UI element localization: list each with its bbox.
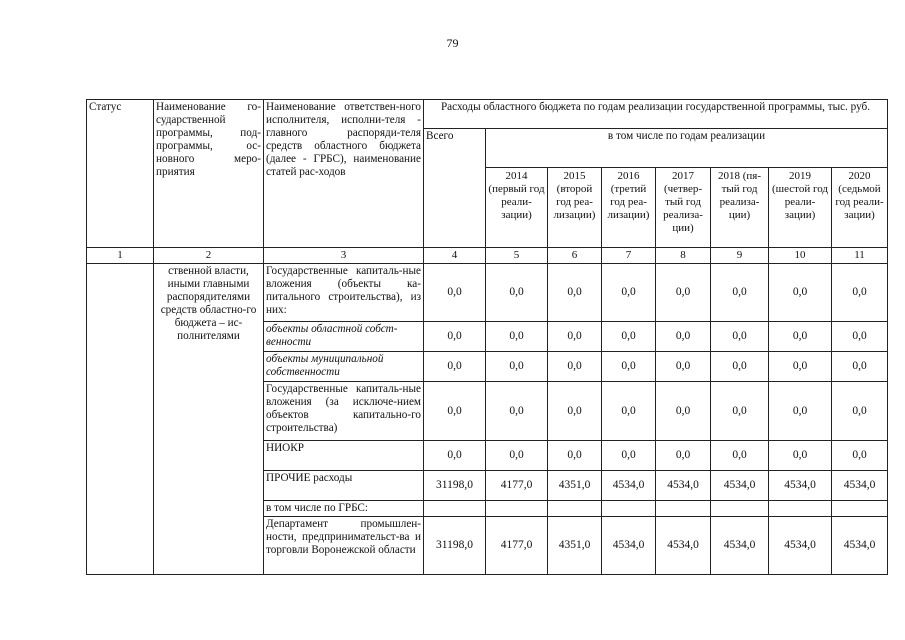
- row-value: 4534,0: [602, 471, 656, 501]
- header-status: Статус: [87, 100, 154, 248]
- row-value: 0,0: [711, 322, 769, 352]
- row-label: ПРОЧИЕ расходы: [264, 471, 424, 501]
- row-value: 0,0: [832, 322, 888, 352]
- row-value: 0,0: [656, 264, 711, 322]
- header-year-2015: 2015 (второй год реа-лизации): [548, 168, 602, 248]
- row-value: 0,0: [424, 382, 486, 441]
- row-value: [424, 501, 486, 517]
- row-value: 0,0: [832, 382, 888, 441]
- row-value: 0,0: [424, 352, 486, 382]
- row-label: Государственные капиталь-ные вложения (объекты ка-питального строительства), из них:: [264, 264, 424, 322]
- row-value: [486, 501, 548, 517]
- row-value: 0,0: [424, 264, 486, 322]
- row-label: Государственные капиталь-ные вложения (за исключе-нием объектов капитально-го строительства): [264, 382, 424, 441]
- row-value: 0,0: [832, 352, 888, 382]
- row-value: [656, 501, 711, 517]
- row-label: в том числе по ГРБС:: [264, 501, 424, 517]
- row-label: Департамент промышлен-ности, предпринимательст-ва и торговли Воронежской области: [264, 517, 424, 575]
- row-value: 0,0: [769, 264, 832, 322]
- row-value: 4534,0: [832, 517, 888, 575]
- row-value: [711, 501, 769, 517]
- row-value: 0,0: [832, 264, 888, 322]
- row-value: 0,0: [424, 322, 486, 352]
- row-value: 0,0: [832, 441, 888, 471]
- header-year-2017: 2017 (четвер-тый год реализа-ции): [656, 168, 711, 248]
- row-value: 0,0: [602, 264, 656, 322]
- row-value: 0,0: [769, 441, 832, 471]
- row-value: 4534,0: [711, 471, 769, 501]
- row-value: 0,0: [711, 352, 769, 382]
- row-value: 0,0: [602, 322, 656, 352]
- header-program-name: Наименование го-сударственной программы, под-программы, ос-новного меро-приятия: [154, 100, 264, 248]
- column-number-row: [87, 248, 888, 264]
- row-value: [832, 501, 888, 517]
- budget-table: [86, 99, 888, 575]
- row-value: 0,0: [656, 352, 711, 382]
- row-value: 0,0: [656, 322, 711, 352]
- row-value: 0,0: [486, 264, 548, 322]
- row-value: 4177,0: [486, 517, 548, 575]
- row-value: 0,0: [769, 382, 832, 441]
- column-number: 6: [548, 248, 602, 264]
- row-value: 0,0: [486, 322, 548, 352]
- column-number: 8: [656, 248, 711, 264]
- row-value: 0,0: [424, 441, 486, 471]
- row-value: 0,0: [548, 322, 602, 352]
- header-including-years: в том числе по годам реализации: [486, 129, 888, 168]
- row-value: [548, 501, 602, 517]
- program-cell: ственной власти, иными главными распорядителями средств областно-го бюджета – ис-полнителями: [154, 264, 264, 575]
- column-number: 2: [154, 248, 264, 264]
- row-value: 0,0: [656, 382, 711, 441]
- column-number: 10: [769, 248, 832, 264]
- status-cell: [87, 264, 154, 575]
- row-value: 4534,0: [832, 471, 888, 501]
- row-value: 0,0: [486, 382, 548, 441]
- row-value: 0,0: [711, 441, 769, 471]
- page-number: 79: [446, 36, 459, 50]
- row-value: 4534,0: [711, 517, 769, 575]
- row-value: 4534,0: [656, 471, 711, 501]
- row-value: 0,0: [548, 382, 602, 441]
- header-total: Всего: [424, 129, 486, 248]
- row-value: 4534,0: [602, 517, 656, 575]
- column-number: 1: [87, 248, 154, 264]
- row-value: 0,0: [711, 382, 769, 441]
- row-value: 0,0: [769, 322, 832, 352]
- row-value: 4534,0: [769, 517, 832, 575]
- row-value: 31198,0: [424, 517, 486, 575]
- header-year-2020: 2020 (седьмой год реали-зации): [832, 168, 888, 248]
- row-value: [769, 501, 832, 517]
- row-value: 4534,0: [656, 517, 711, 575]
- table-row: [87, 264, 888, 322]
- header-executor-name: Наименование ответствен-ного исполнителя, исполни-теля - главного распоряди-теля средств областного бюджета (далее - ГРБС), наименование статей рас-ходов: [264, 100, 424, 248]
- row-value: 0,0: [548, 441, 602, 471]
- header-year-2019: 2019 (шестой год реали-зации): [769, 168, 832, 248]
- column-number: 5: [486, 248, 548, 264]
- row-value: 0,0: [602, 382, 656, 441]
- row-value: 0,0: [548, 264, 602, 322]
- header-year-2016: 2016 (третий год реа-лизации): [602, 168, 656, 248]
- row-value: [602, 501, 656, 517]
- column-number: 7: [602, 248, 656, 264]
- row-label: НИОКР: [264, 441, 424, 471]
- header-year-2014: 2014 (первый год реали-зации): [486, 168, 548, 248]
- row-value: 0,0: [711, 264, 769, 322]
- column-number: 3: [264, 248, 424, 264]
- row-value: 0,0: [486, 441, 548, 471]
- row-value: 4351,0: [548, 517, 602, 575]
- row-value: 0,0: [486, 352, 548, 382]
- row-value: 31198,0: [424, 471, 486, 501]
- column-number: 4: [424, 248, 486, 264]
- row-value: 0,0: [548, 352, 602, 382]
- row-value: 0,0: [769, 352, 832, 382]
- row-value: 0,0: [656, 441, 711, 471]
- row-label: объекты муниципальной собственности: [264, 352, 424, 382]
- row-value: 0,0: [602, 352, 656, 382]
- row-value: 4351,0: [548, 471, 602, 501]
- column-number: 9: [711, 248, 769, 264]
- column-number: 11: [832, 248, 888, 264]
- row-value: 4177,0: [486, 471, 548, 501]
- row-value: 0,0: [602, 441, 656, 471]
- row-value: 4534,0: [769, 471, 832, 501]
- header-year-2018: 2018 (пя-тый год реализа-ции): [711, 168, 769, 248]
- row-label: объекты областной собст-венности: [264, 322, 424, 352]
- header-expenses-title: Расходы областного бюджета по годам реализации государственной программы, тыс. руб.: [424, 100, 888, 129]
